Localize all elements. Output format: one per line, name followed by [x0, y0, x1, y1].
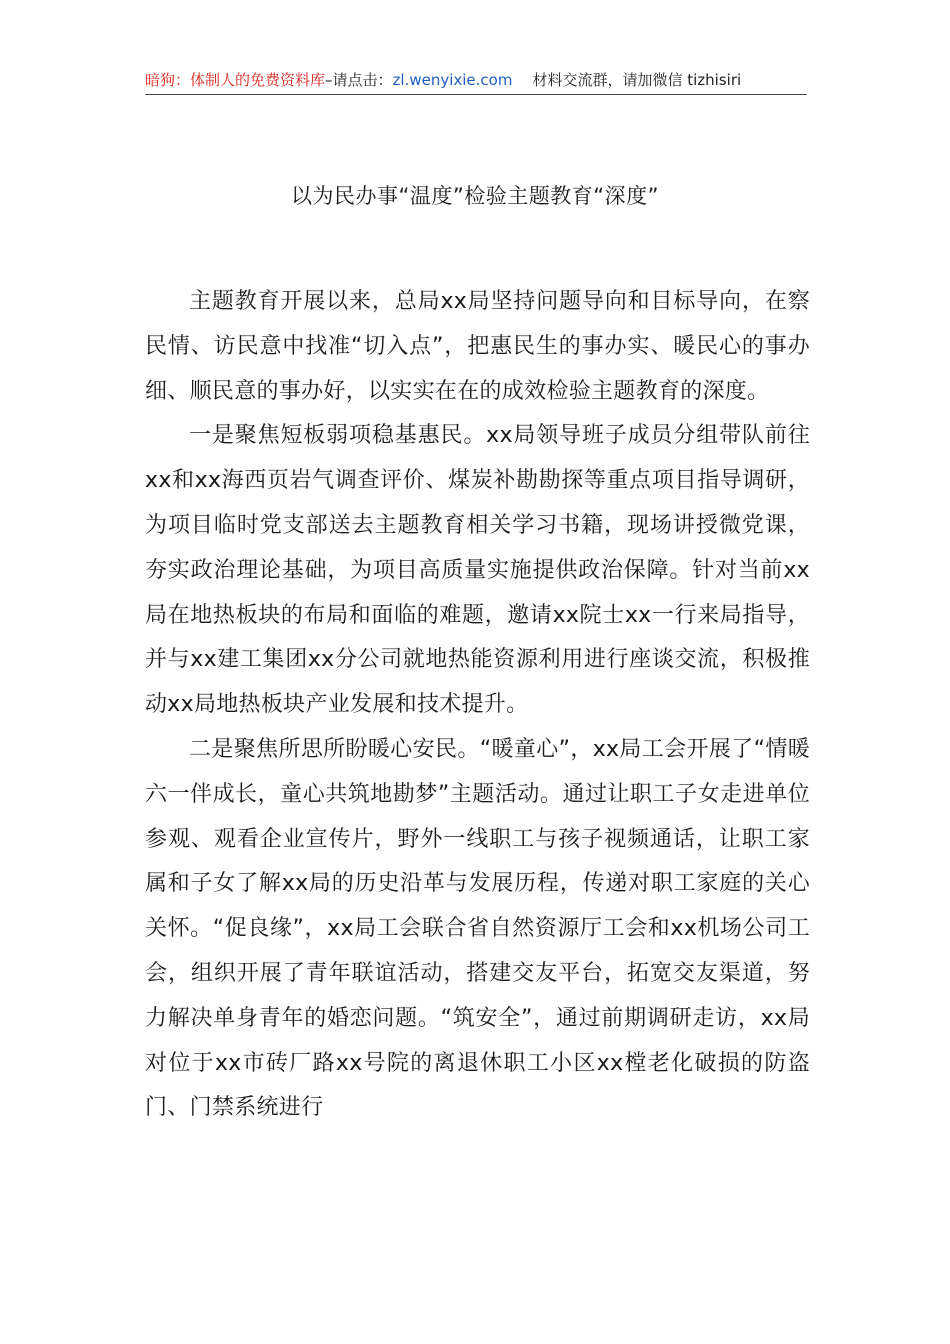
paragraph-intro: 主题教育开展以来，总局xx局坚持问题导向和目标导向，在察民情、访民意中找准“切入点”，把惠民生的事办实、暖民心的事办细、顺民意的事办好，以实实在在的成效检验主题教育的深度。	[145, 289, 810, 404]
document-title: 以为民办事“温度”检验主题教育“深度”	[290, 184, 660, 208]
document-body	[145, 280, 810, 1131]
paragraph-two: 二是聚焦所思所盼暖心安民。“暖童心”，xx局工会开展了“情暖六一伴成长，童心共筑地勘梦”主题活动。通过让职工子女走进单位参观、观看企业宣传片，野外一线职工与孩子视频通话，让职工家属和子女了解xx局的历史沿革与发展历程，传递对职工家庭的关心关怀。“促良缘”，xx局工会联合省自然资源厅工会和xx机场公司工会，组织开展了青年联谊活动，搭建交友平台，拓宽交友渠道，努力解决单身青年的婚恋问题。“筑安全”，通过前期调研走访，xx局对位于xx市砖厂路xx号院的离退休职工小区xx樘老化破损的防盗门、门禁系统进行	[145, 736, 810, 1121]
header-click-prompt: –请点击：	[325, 71, 393, 89]
header-wechat-note: 材料交流群，请加微信 tizhisiri	[532, 71, 742, 89]
header-url-link[interactable]: zl.wenyixie.com	[392, 71, 513, 89]
paragraph-one: 一是聚焦短板弱项稳基惠民。xx局领导班子成员分组带队前往xx和xx海西页岩气调查评价、煤炭补勘勘探等重点项目指导调研，为项目临时党支部送去主题教育相关学习书籍，现场讲授微党课，夯实政治理论基础，为项目高质量实施提供政治保障。针对当前xx局在地热板块的布局和面临的难题，邀请xx院士xx一行来局指导，并与xx建工集团xx分公司就地热能资源利用进行座谈交流，积极推动xx局地热板块产业发展和技术提升。	[145, 423, 810, 718]
page-header	[145, 66, 807, 95]
header-site-name: 暗狗：体制人的免费资料库	[145, 71, 326, 89]
